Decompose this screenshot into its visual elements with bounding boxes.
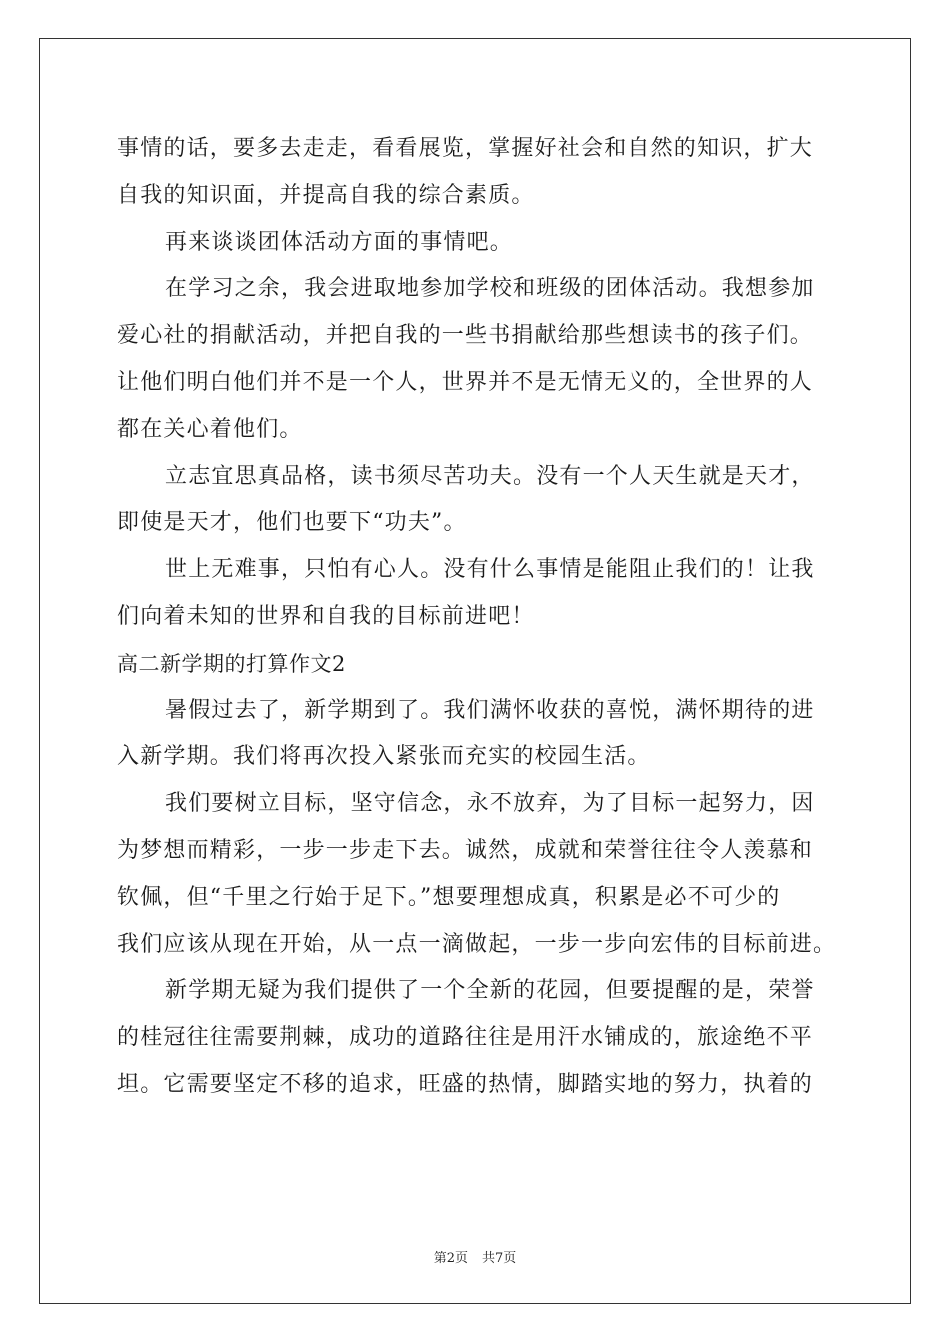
text-line-9: 即使是天才，他们也要下“功夫”。 [117,510,467,536]
page-number-total: 共7页 [482,1251,517,1266]
document-body [117,126,842,1109]
text-line-13: 暑假过去了，新学期到了。我们满怀收获的喜悦，满怀期待的进 [165,697,815,723]
text-line-21: 坦。它需要坚定不移的追求，旺盛的热情，脚踏实地的努力，执着的 [117,1071,814,1097]
page-number-current: 第2页 [433,1251,468,1266]
text-line-1: 事情的话，要多去走走，看看展览，掌握好社会和自然的知识，扩大 [117,136,814,161]
text-line-14: 入新学期。我们将再次投入紧张而充实的校园生活。 [117,744,651,770]
text-line-20: 的桂冠往往需要荆棘，成功的道路往往是用汗水铺成的，旅途绝不平 [117,1025,814,1051]
text-line-17: 钦佩，但“千里之行始于足下。”想要理想成真，积累是必不可少的 [117,884,781,910]
text-line-11: 们向着未知的世界和自我的目标前进吧！ [117,603,535,629]
text-line-5: 爱心社的捐献活动，并把自我的一些书捐献给那些想读书的孩子们。 [117,323,814,349]
text-line-18: 我们应该从现在开始，从一点一滴做起，一步一步向宏伟的目标前进。 [117,931,837,957]
text-line-4: 在学习之余，我会进取地参加学校和班级的团体活动。我想参加 [165,276,815,302]
text-line-19: 新学期无疑为我们提供了一个全新的花园，但要提醒的是，荣誉 [165,978,815,1004]
text-line-6: 让他们明白他们并不是一个人，世界并不是无情无义的，全世界的人 [117,369,814,395]
text-line-2: 自我的知识面，并提高自我的综合素质。 [117,182,535,208]
text-line-8: 立志宜思真品格，读书须尽苦功夫。没有一个人天生就是天才， [165,463,815,489]
page-footer [0,1247,950,1266]
text-line-7: 都在关心着他们。 [117,416,303,442]
text-line-10: 世上无难事，只怕有心人。没有什么事情是能阻止我们的！让我 [165,557,815,583]
text-line-15: 我们要树立目标，坚守信念，永不放弃，为了目标一起努力，因 [165,791,815,817]
text-line-3: 再来谈谈团体活动方面的事情吧。 [165,229,514,255]
text-line-16: 为梦想而精彩，一步一步走下去。诚然，成就和荣誉往往令人羡慕和 [117,837,814,863]
section-heading: 高二新学期的打算作文2 [117,651,346,676]
